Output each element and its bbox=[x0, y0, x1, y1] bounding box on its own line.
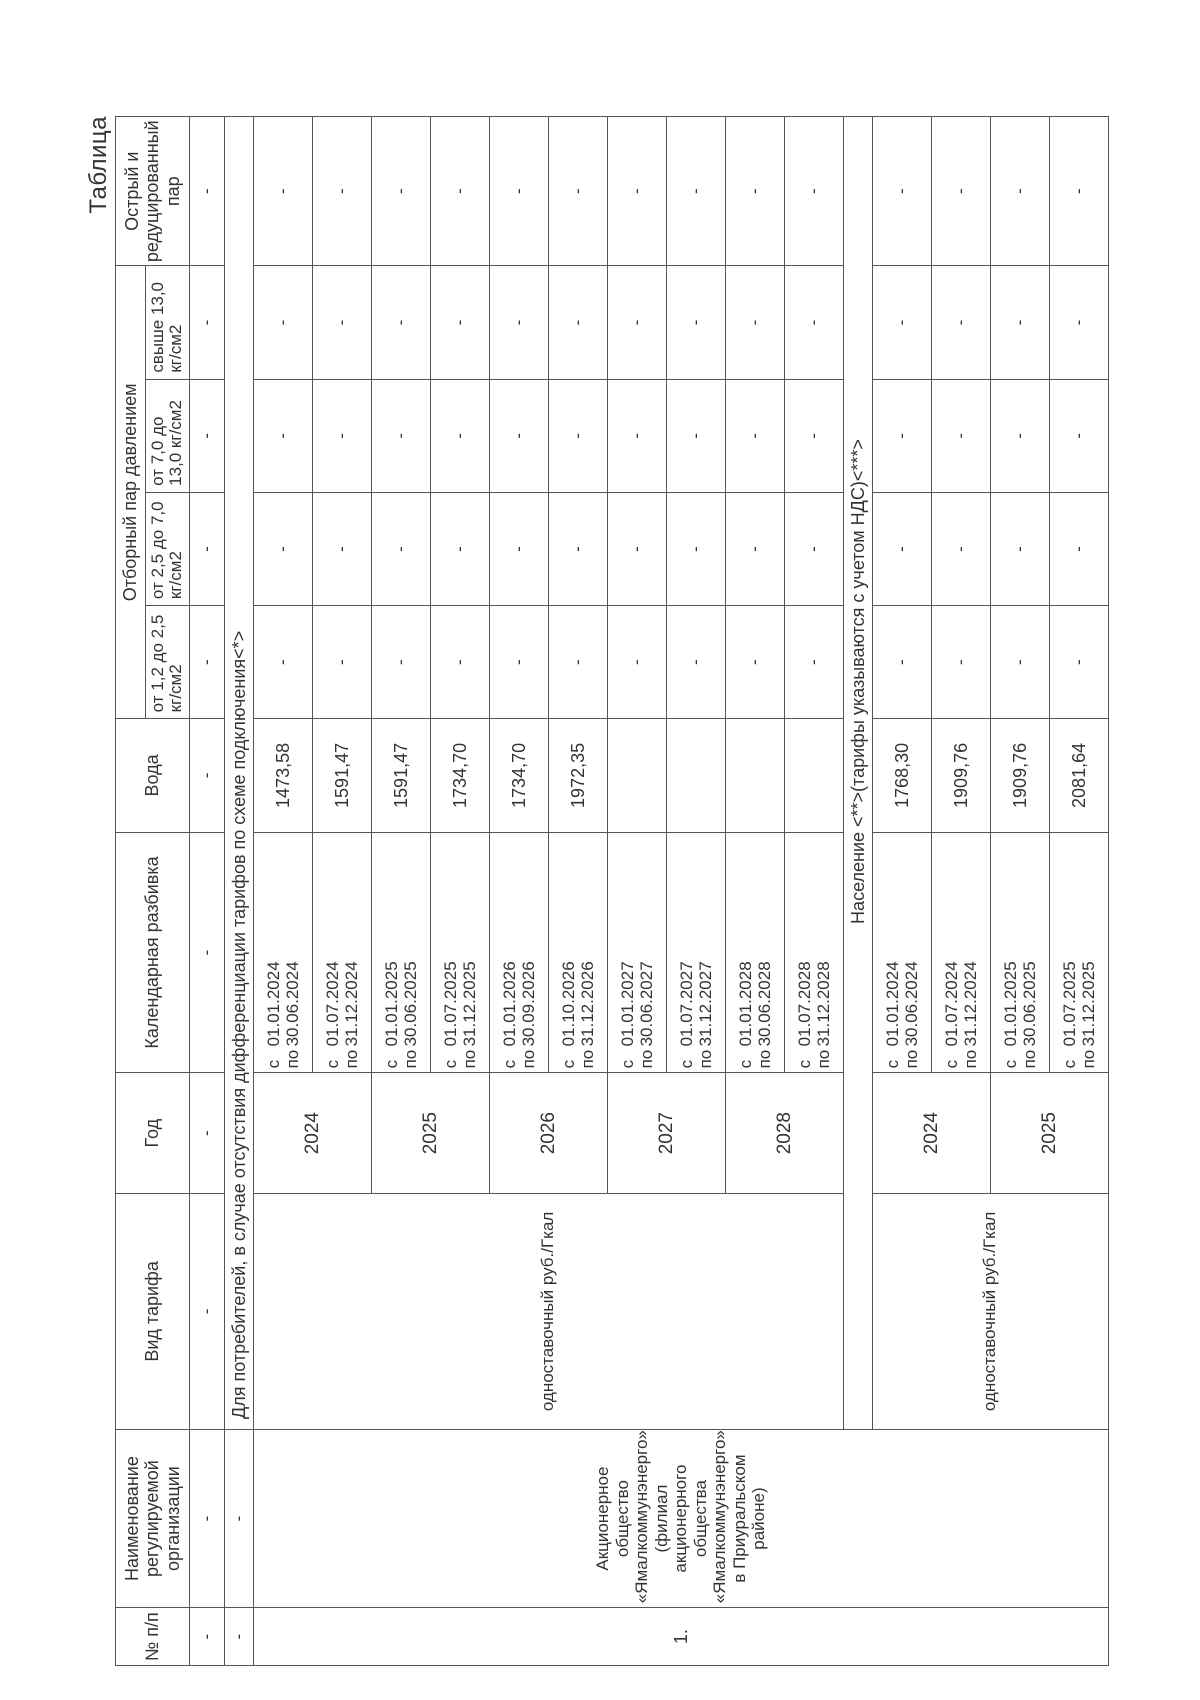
dash-cell: - bbox=[726, 492, 785, 605]
c-label: с bbox=[617, 1059, 637, 1069]
period-to bbox=[814, 837, 834, 1069]
dash-cell: - bbox=[372, 117, 431, 266]
c-label: с bbox=[676, 1059, 696, 1069]
dash-cell: - bbox=[785, 606, 844, 719]
po-label: по bbox=[401, 1049, 421, 1069]
c-label: с bbox=[499, 1059, 519, 1069]
period-to bbox=[578, 837, 598, 1069]
header-pressure-2: от 2,5 до 7,0 кг/см2 bbox=[145, 492, 189, 605]
water-value: 1473,58 bbox=[254, 719, 313, 832]
period-to-date: 31.12.2028 bbox=[814, 961, 834, 1047]
period-cell bbox=[873, 832, 932, 1073]
dash-cell: - bbox=[873, 492, 932, 605]
period-from-date: 01.01.2028 bbox=[735, 961, 755, 1047]
c-label: с bbox=[440, 1059, 460, 1069]
dash-cell: - bbox=[313, 492, 372, 605]
period-to-date: 30.06.2025 bbox=[1020, 961, 1040, 1047]
po-label: по bbox=[814, 1049, 834, 1069]
dash-cell: - bbox=[991, 606, 1050, 719]
water-value bbox=[726, 719, 785, 832]
dash-cell: - bbox=[549, 117, 608, 266]
header-year: Год bbox=[116, 1073, 190, 1193]
po-label: по bbox=[519, 1049, 539, 1069]
dash-cell: - bbox=[190, 492, 225, 605]
section-consumers-row bbox=[225, 117, 254, 1666]
dash-cell: - bbox=[1050, 266, 1109, 379]
water-value: 1909,76 bbox=[932, 719, 991, 832]
dash-cell: - bbox=[190, 1073, 225, 1193]
header-water: Вода bbox=[116, 719, 190, 832]
period-from bbox=[883, 837, 903, 1069]
period-to bbox=[401, 837, 421, 1069]
dash-cell: - bbox=[873, 117, 932, 266]
period-from-date: 01.01.2024 bbox=[882, 961, 902, 1047]
water-value bbox=[785, 719, 844, 832]
dash-cell: - bbox=[667, 117, 726, 266]
period-to-date: 30.06.2024 bbox=[283, 961, 303, 1047]
period-from-date: 01.01.2026 bbox=[499, 961, 519, 1047]
tariff-table bbox=[115, 116, 1109, 1666]
period-to bbox=[460, 837, 480, 1069]
organization-name: Акционерное общество «Ямалкоммунэнерго» (филиал акционерного общества «Ямалкоммунэнерго» в Приуральском районе) bbox=[254, 1429, 1109, 1607]
dash-cell: - bbox=[549, 266, 608, 379]
dash-cell: - bbox=[190, 1193, 225, 1429]
dash-cell: - bbox=[873, 266, 932, 379]
header-num: № п/п bbox=[116, 1608, 190, 1666]
period-from bbox=[795, 837, 815, 1069]
dash-cell: - bbox=[991, 266, 1050, 379]
dash-cell: - bbox=[549, 492, 608, 605]
c-label: с bbox=[322, 1059, 342, 1069]
dash-cell: - bbox=[785, 117, 844, 266]
period-cell bbox=[313, 832, 372, 1073]
section-population-text: Население <**>(тарифы указываются с учетом НДС)<***> bbox=[847, 439, 868, 924]
period-to bbox=[1020, 837, 1040, 1069]
dash-cell: - bbox=[431, 606, 490, 719]
dash-cell: - bbox=[785, 266, 844, 379]
dash-cell: - bbox=[431, 117, 490, 266]
po-label: по bbox=[755, 1049, 775, 1069]
period-cell bbox=[726, 832, 785, 1073]
period-to bbox=[637, 837, 657, 1069]
row-number: 1. bbox=[254, 1608, 1109, 1666]
header-kind: Вид тарифа bbox=[116, 1193, 190, 1429]
dash-cell: - bbox=[726, 117, 785, 266]
dash-cell: - bbox=[431, 266, 490, 379]
year-cell: 2028 bbox=[726, 1073, 844, 1193]
period-from-date: 01.07.2025 bbox=[1059, 961, 1079, 1047]
dash-row bbox=[190, 117, 225, 1666]
dash-cell: - bbox=[190, 379, 225, 492]
water-value: 1591,47 bbox=[313, 719, 372, 832]
period-cell bbox=[1050, 832, 1109, 1073]
period-from bbox=[736, 837, 756, 1069]
dash-cell: - bbox=[490, 266, 549, 379]
period-cell bbox=[490, 832, 549, 1073]
dash-cell: - bbox=[313, 606, 372, 719]
period-cell bbox=[991, 832, 1050, 1073]
period-to-date: 30.06.2024 bbox=[902, 961, 922, 1047]
dash-cell: - bbox=[225, 1608, 254, 1666]
year-cell: 2024 bbox=[873, 1073, 991, 1193]
water-value: 1734,70 bbox=[431, 719, 490, 832]
period-to bbox=[755, 837, 775, 1069]
dash-cell: - bbox=[1050, 492, 1109, 605]
period-from bbox=[382, 837, 402, 1069]
period-from-date: 01.07.2028 bbox=[794, 961, 814, 1047]
period-to-date: 31.12.2024 bbox=[961, 961, 981, 1047]
water-value: 1972,35 bbox=[549, 719, 608, 832]
water-value: 1909,76 bbox=[991, 719, 1050, 832]
header-pressure-3: от 7,0 до 13,0 кг/см2 bbox=[145, 379, 189, 492]
dash-cell: - bbox=[932, 492, 991, 605]
dash-cell: - bbox=[873, 379, 932, 492]
header-pressure-4: свыше 13,0 кг/см2 bbox=[145, 266, 189, 379]
c-label: с bbox=[263, 1059, 283, 1069]
period-to-date: 31.12.2027 bbox=[696, 961, 716, 1047]
period-to bbox=[961, 837, 981, 1069]
period-from-date: 01.07.2024 bbox=[322, 961, 342, 1047]
period-from-date: 01.07.2025 bbox=[440, 961, 460, 1047]
year-cell: 2025 bbox=[372, 1073, 490, 1193]
dash-cell: - bbox=[932, 117, 991, 266]
period-to bbox=[902, 837, 922, 1069]
dash-cell: - bbox=[726, 379, 785, 492]
c-label: с bbox=[794, 1059, 814, 1069]
dash-cell: - bbox=[225, 1429, 254, 1607]
header-pressure-1: от 1,2 до 2,5 кг/см2 bbox=[145, 606, 189, 719]
c-label: с bbox=[941, 1059, 961, 1069]
c-label: с bbox=[558, 1059, 578, 1069]
c-label: с bbox=[1000, 1059, 1020, 1069]
dash-cell: - bbox=[254, 117, 313, 266]
period-cell bbox=[431, 832, 490, 1073]
period-to bbox=[1079, 837, 1099, 1069]
dash-cell: - bbox=[1050, 117, 1109, 266]
water-value bbox=[608, 719, 667, 832]
period-to-date: 30.09.2026 bbox=[519, 961, 539, 1047]
c-label: с bbox=[882, 1059, 902, 1069]
dash-cell: - bbox=[190, 266, 225, 379]
dash-cell: - bbox=[372, 492, 431, 605]
po-label: по bbox=[902, 1049, 922, 1069]
dash-cell: - bbox=[490, 492, 549, 605]
dash-cell: - bbox=[549, 379, 608, 492]
period-from bbox=[1001, 837, 1021, 1069]
period-to-date: 31.12.2025 bbox=[1079, 961, 1099, 1047]
tariff-kind: одноставочный руб./Гкал bbox=[254, 1193, 844, 1429]
dash-cell: - bbox=[313, 117, 372, 266]
dash-cell: - bbox=[608, 492, 667, 605]
dash-cell: - bbox=[991, 492, 1050, 605]
dash-cell: - bbox=[932, 379, 991, 492]
period-to bbox=[283, 837, 303, 1069]
water-value: 1591,47 bbox=[372, 719, 431, 832]
water-value bbox=[667, 719, 726, 832]
dash-cell: - bbox=[313, 379, 372, 492]
dash-cell: - bbox=[785, 492, 844, 605]
dash-cell: - bbox=[372, 379, 431, 492]
dash-cell: - bbox=[190, 1608, 225, 1666]
period-from-date: 01.07.2027 bbox=[676, 961, 696, 1047]
dash-cell: - bbox=[932, 266, 991, 379]
period-to-date: 31.12.2026 bbox=[578, 961, 598, 1047]
period-from bbox=[1060, 837, 1080, 1069]
dash-cell: - bbox=[431, 492, 490, 605]
dash-cell: - bbox=[549, 606, 608, 719]
period-from bbox=[323, 837, 343, 1069]
period-from-date: 01.01.2025 bbox=[381, 961, 401, 1047]
po-label: по bbox=[637, 1049, 657, 1069]
header-period: Календарная разбивка bbox=[116, 832, 190, 1073]
period-from bbox=[677, 837, 697, 1069]
year-cell: 2027 bbox=[608, 1073, 726, 1193]
c-label: с bbox=[381, 1059, 401, 1069]
period-to bbox=[342, 837, 362, 1069]
period-from-date: 01.07.2024 bbox=[941, 961, 961, 1047]
header-steam-group: Отборный пар давлением bbox=[116, 266, 146, 719]
po-label: по bbox=[696, 1049, 716, 1069]
section-consumers-text: Для потребителей, в случае отсутствия дифференциации тарифов по схеме подключения<*> bbox=[228, 630, 249, 1419]
po-label: по bbox=[342, 1049, 362, 1069]
po-label: по bbox=[460, 1049, 480, 1069]
dash-cell: - bbox=[608, 117, 667, 266]
period-from bbox=[942, 837, 962, 1069]
period-to bbox=[696, 837, 716, 1069]
period-from-date: 01.10.2026 bbox=[558, 961, 578, 1047]
period-to-date: 30.06.2025 bbox=[401, 961, 421, 1047]
year-cell: 2025 bbox=[991, 1073, 1109, 1193]
rotated-document bbox=[85, 116, 1145, 1666]
dash-cell: - bbox=[932, 606, 991, 719]
year-cell: 2026 bbox=[490, 1073, 608, 1193]
period-from-date: 01.01.2025 bbox=[1000, 961, 1020, 1047]
po-label: по bbox=[1079, 1049, 1099, 1069]
section-consumers bbox=[225, 117, 254, 1430]
c-label: с bbox=[735, 1059, 755, 1069]
dash-cell: - bbox=[726, 266, 785, 379]
period-to-date: 31.12.2025 bbox=[460, 961, 480, 1047]
dash-cell: - bbox=[431, 379, 490, 492]
dash-cell: - bbox=[254, 492, 313, 605]
period-from bbox=[559, 837, 579, 1069]
dash-cell: - bbox=[190, 832, 225, 1073]
dash-cell: - bbox=[190, 1429, 225, 1607]
period-cell bbox=[254, 832, 313, 1073]
dash-cell: - bbox=[667, 606, 726, 719]
dash-cell: - bbox=[490, 379, 549, 492]
dash-cell: - bbox=[991, 379, 1050, 492]
header-live-steam: Острый и редуцированный пар bbox=[116, 117, 190, 266]
period-from bbox=[618, 837, 638, 1069]
po-label: по bbox=[961, 1049, 981, 1069]
dash-cell: - bbox=[372, 606, 431, 719]
dash-cell: - bbox=[372, 266, 431, 379]
dash-cell: - bbox=[785, 379, 844, 492]
water-value: 1768,30 bbox=[873, 719, 932, 832]
dash-cell: - bbox=[254, 606, 313, 719]
period-cell bbox=[932, 832, 991, 1073]
section-population bbox=[844, 117, 873, 1430]
period-cell bbox=[372, 832, 431, 1073]
dash-cell: - bbox=[608, 266, 667, 379]
dash-cell: - bbox=[726, 606, 785, 719]
period-to bbox=[519, 837, 539, 1069]
dash-cell: - bbox=[667, 492, 726, 605]
dash-cell: - bbox=[608, 379, 667, 492]
dash-cell: - bbox=[1050, 606, 1109, 719]
c-label: с bbox=[1059, 1059, 1079, 1069]
dash-cell: - bbox=[190, 606, 225, 719]
period-cell bbox=[608, 832, 667, 1073]
po-label: по bbox=[1020, 1049, 1040, 1069]
period-from-date: 01.01.2024 bbox=[263, 961, 283, 1047]
dash-cell: - bbox=[1050, 379, 1109, 492]
period-from bbox=[500, 837, 520, 1069]
dash-cell: - bbox=[991, 117, 1050, 266]
period-from-date: 01.01.2027 bbox=[617, 961, 637, 1047]
tariff-kind: одноставочный руб./Гкал bbox=[873, 1193, 1109, 1429]
po-label: по bbox=[283, 1049, 303, 1069]
period-from bbox=[264, 837, 284, 1069]
year-cell: 2024 bbox=[254, 1073, 372, 1193]
period-to-date: 30.06.2027 bbox=[637, 961, 657, 1047]
period-cell bbox=[667, 832, 726, 1073]
period-to-date: 30.06.2028 bbox=[755, 961, 775, 1047]
period-cell bbox=[785, 832, 844, 1073]
water-value: 1734,70 bbox=[490, 719, 549, 832]
header-org: Наименование регулируемой организации bbox=[116, 1429, 190, 1607]
dash-cell: - bbox=[490, 606, 549, 719]
dash-cell: - bbox=[254, 379, 313, 492]
dash-cell: - bbox=[190, 719, 225, 832]
dash-cell: - bbox=[608, 606, 667, 719]
dash-cell: - bbox=[667, 266, 726, 379]
dash-cell: - bbox=[667, 379, 726, 492]
period-from bbox=[441, 837, 461, 1069]
water-value: 2081,64 bbox=[1050, 719, 1109, 832]
dash-cell: - bbox=[873, 606, 932, 719]
table-caption: Таблица bbox=[85, 116, 112, 214]
dash-cell: - bbox=[313, 266, 372, 379]
dash-cell: - bbox=[190, 117, 225, 266]
dash-cell: - bbox=[254, 266, 313, 379]
po-label: по bbox=[578, 1049, 598, 1069]
period-cell bbox=[549, 832, 608, 1073]
table-row bbox=[254, 117, 313, 1666]
period-to-date: 31.12.2024 bbox=[342, 961, 362, 1047]
dash-cell: - bbox=[490, 117, 549, 266]
